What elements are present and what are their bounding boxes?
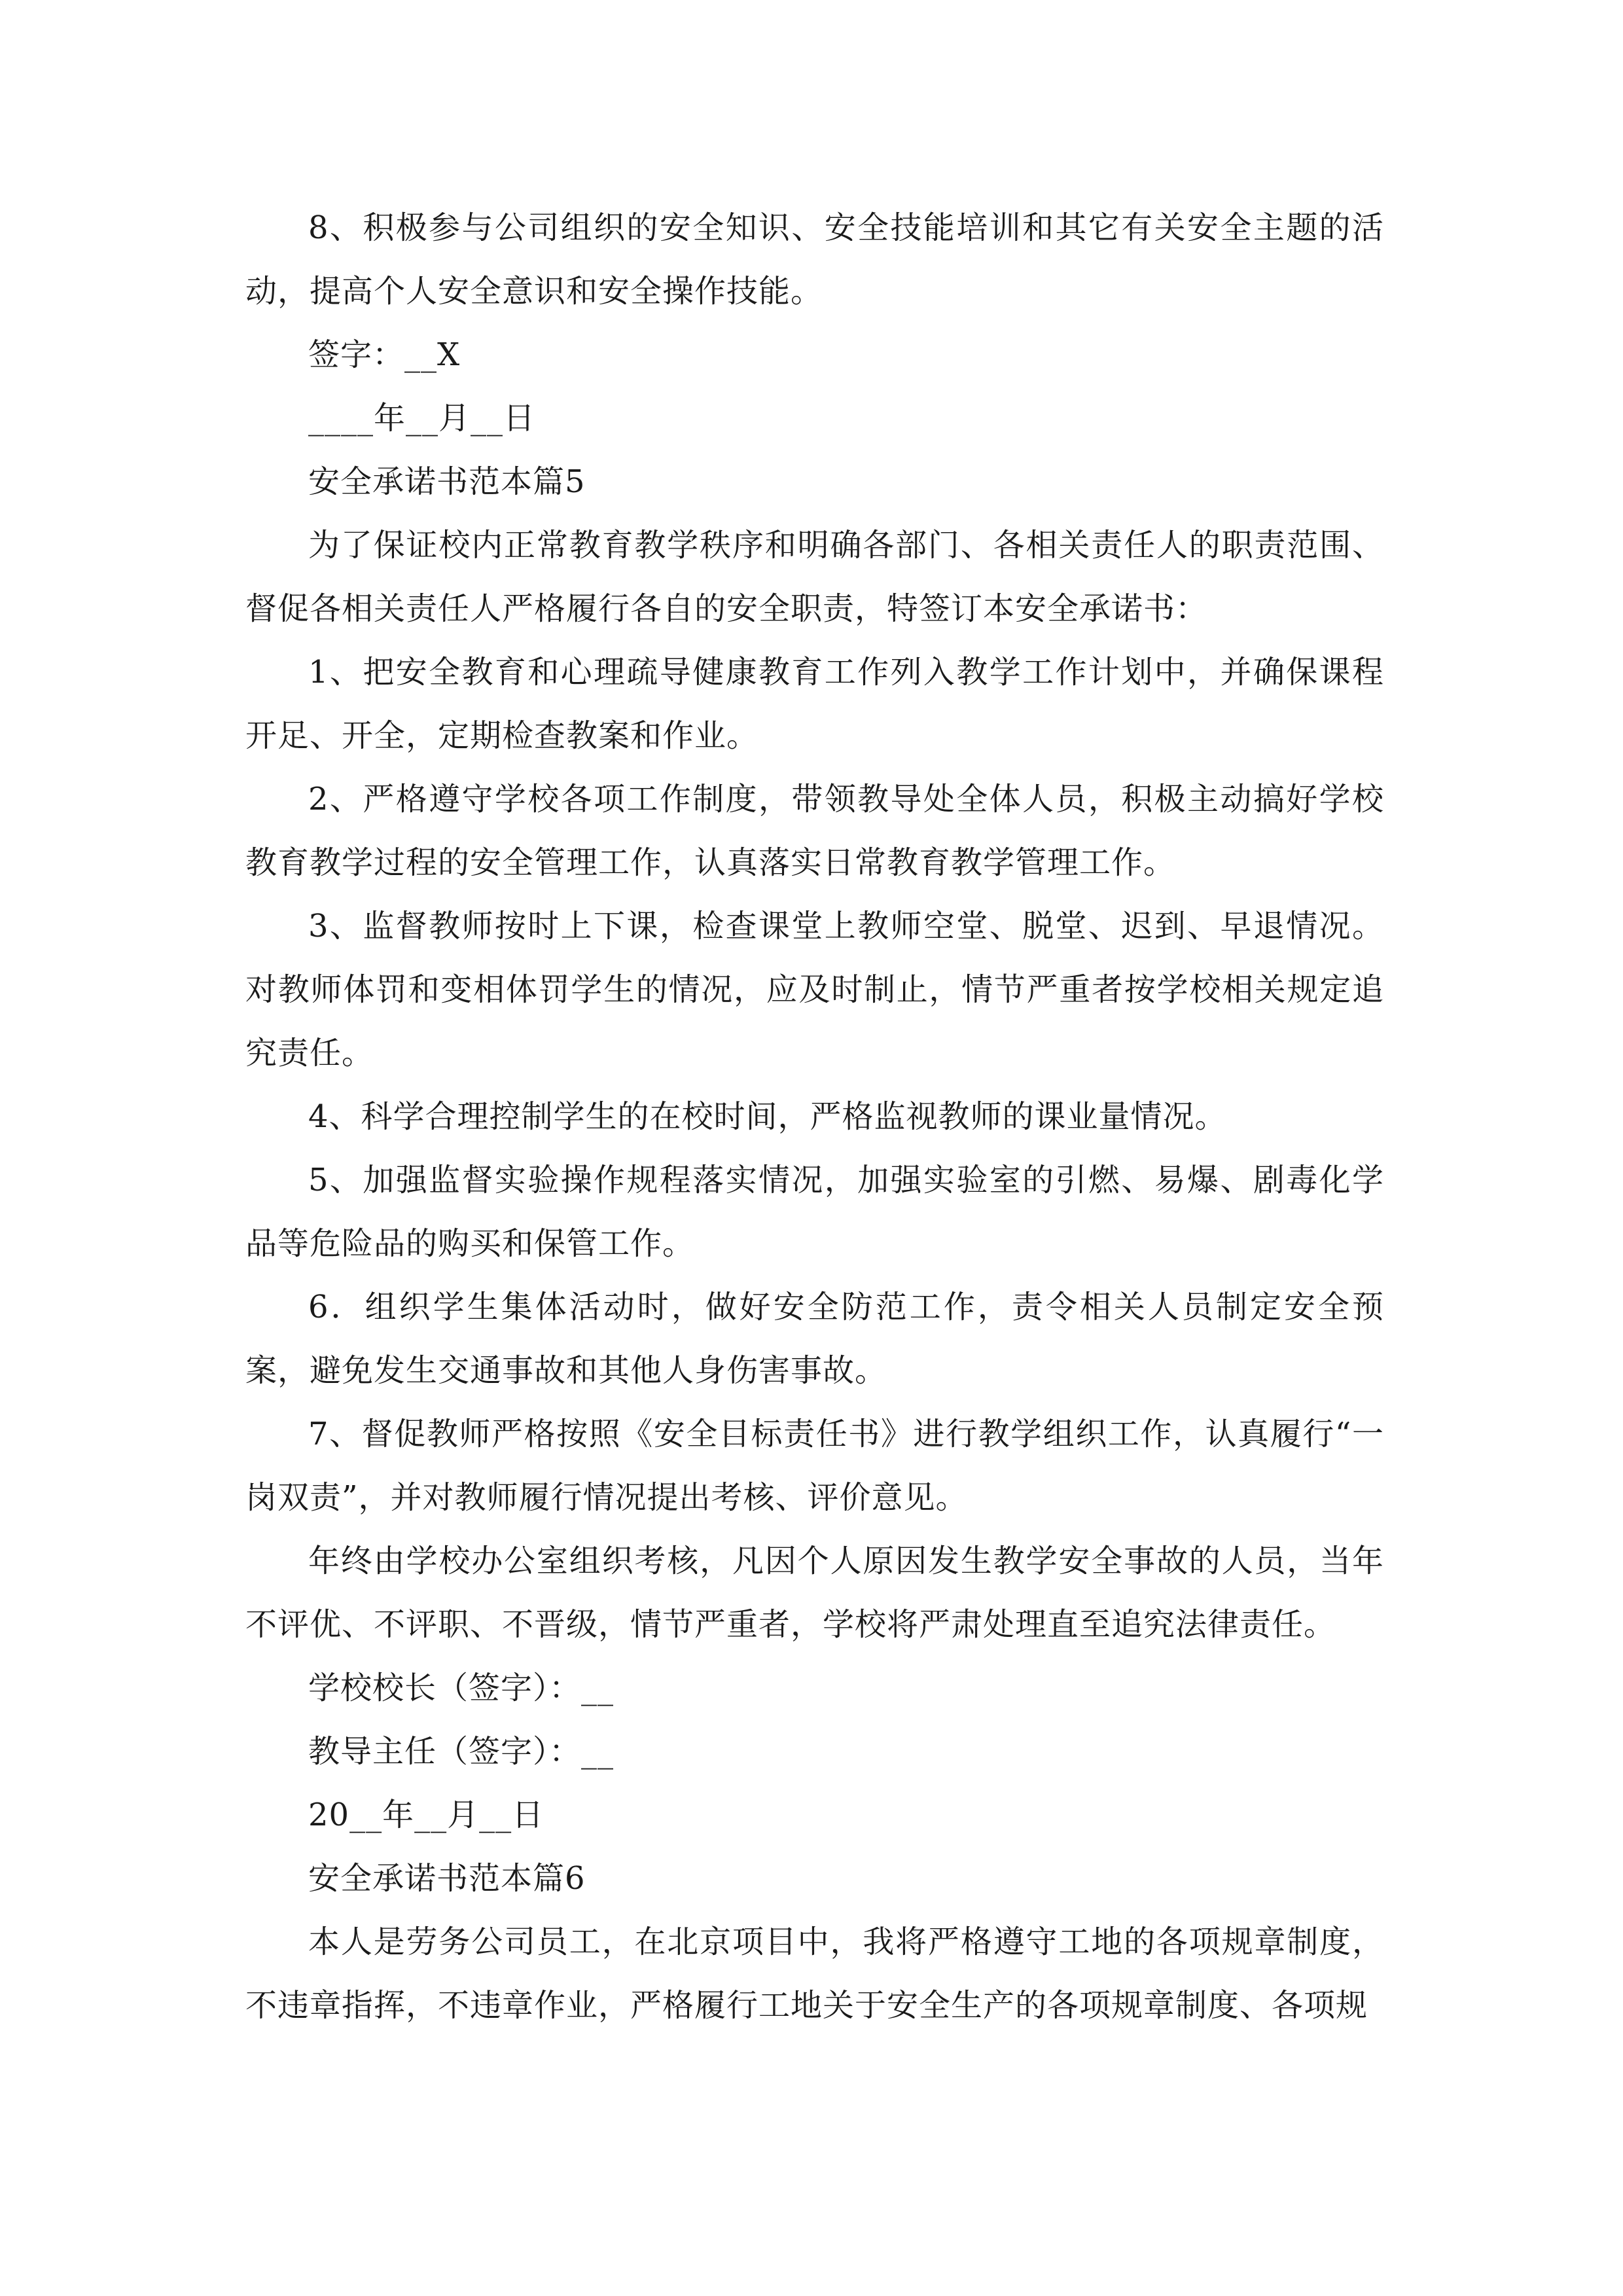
date-line-2: 20__年__月__日 — [308, 1797, 544, 1833]
paragraph-item-5: 5、加强监督实验操作规程落实情况，加强实验室的引燃、易爆、剧毒化学品等危险品的购买和保管工作。 — [245, 1162, 1384, 1262]
principal-signature-line: 学校校长（签字）：__ — [308, 1670, 615, 1706]
section-heading-5: 安全承诺书范本篇5 — [308, 463, 586, 500]
paragraph-item-4: 4、科学合理控制学生的在校时间，严格监视教师的课业量情况。 — [308, 1098, 1227, 1135]
director-signature-line: 教导主任（签字）：__ — [308, 1733, 615, 1770]
paragraph-item-6: 6．组织学生集体活动时，做好安全防范工作，责令相关人员制定安全预案，避免发生交通事故和其他人身伤害事故。 — [245, 1289, 1384, 1389]
paragraph-item-2: 2、严格遵守学校各项工作制度，带领教导处全体人员，积极主动搞好学校教育教学过程的安全管理工作，认真落实日常教育教学管理工作。 — [245, 781, 1384, 881]
paragraph-item-1: 1、把安全教育和心理疏导健康教育工作列入教学工作计划中，并确保课程开足、开全，定期检查教案和作业。 — [245, 654, 1384, 754]
intro-paragraph: 为了保证校内正常教育教学秩序和明确各部门、各相关责任人的职责范围、督促各相关责任人严格履行各自的安全职责，特签订本安全承诺书： — [245, 527, 1384, 627]
document-body — [245, 196, 1384, 2037]
paragraph-item-3: 3、监督教师按时上下课，检查课堂上教师空堂、脱堂、迟到、早退情况。对教师体罚和变相体罚学生的情况，应及时制止，情节严重者按学校相关规定追究责任。 — [245, 908, 1384, 1071]
paragraph-item-8: 8、积极参与公司组织的安全知识、安全技能培训和其它有关安全主题的活动，提高个人安全意识和安全操作技能。 — [245, 209, 1384, 310]
paragraph-item-7: 7、督促教师严格按照《安全目标责任书》进行教学组织工作，认真履行“一岗双责”，并对教师履行情况提出考核、评价意见。 — [245, 1416, 1384, 1516]
paragraph-section-6: 本人是劳务公司员工，在北京项目中，我将严格遵守工地的各项规章制度，不违章指挥，不违章作业，严格履行工地关于安全生产的各项规章制度、各项规 — [245, 1924, 1384, 2024]
closing-paragraph: 年终由学校办公室组织考核，凡因个人原因发生教学安全事故的人员，当年不评优、不评职、不晋级，情节严重者，学校将严肃处理直至追究法律责任。 — [245, 1543, 1384, 1643]
date-line: ____年__月__日 — [308, 400, 536, 437]
signature-line: 签字：__X — [308, 336, 461, 373]
section-heading-6: 安全承诺书范本篇6 — [308, 1860, 586, 1897]
